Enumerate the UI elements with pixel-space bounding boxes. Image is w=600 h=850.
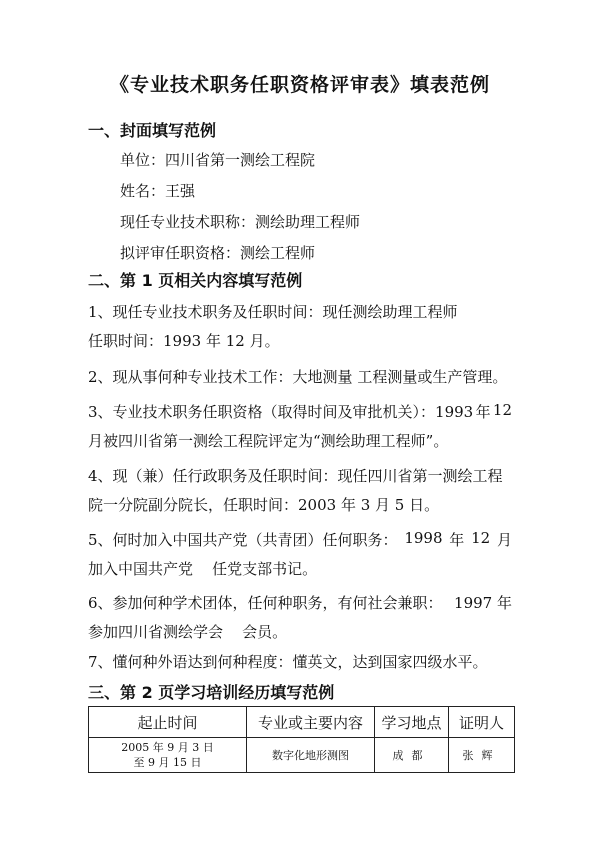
table-header-row	[89, 707, 515, 738]
item7: 7、懂何种外语达到何种程度：懂英文，达到国家四级水平。	[88, 653, 488, 671]
header-witness: 证明人	[449, 707, 515, 738]
cell-witness: 张辉	[449, 738, 515, 773]
cover-name: 姓名：王强	[120, 182, 196, 200]
item3-month-value: 12	[492, 401, 512, 419]
cover-target-title: 拟评审任职资格：测绘工程师	[120, 244, 316, 262]
section3-heading: 三、第 2 页学习培训经历填写范例	[88, 683, 335, 702]
item3-line1	[88, 401, 512, 422]
table-row	[89, 738, 515, 773]
period-end: 至 9 月 15 日	[133, 756, 202, 769]
header-content: 专业或主要内容	[247, 707, 375, 738]
item1-line1: 1、现任专业技术职务及任职时间：现任测绘助理工程师	[88, 303, 458, 321]
item5-month: 12	[471, 529, 491, 547]
cell-content: 数字化地形测图	[247, 738, 375, 773]
header-period: 起止时间	[89, 707, 247, 738]
item3-line2: 月被四川省第一测绘工程院评定为“测绘助理工程师”。	[88, 432, 449, 450]
header-place: 学习地点	[375, 707, 449, 738]
item5-text: 5、何时加入中国共产党（共青团）任何职务：	[88, 531, 398, 549]
training-table	[88, 706, 515, 773]
item3-text: 3、专业技术职务任职资格（取得时间及审批机关）：1993	[88, 403, 474, 421]
item5-line2: 加入中国共产党 任党支部书记。	[88, 560, 318, 578]
item6-line1	[88, 592, 512, 613]
item6-year: 1997 年	[454, 594, 512, 612]
item6-line2: 参加四川省测绘学会 会员。	[88, 623, 288, 641]
document-title: 《专业技术职务任职资格评审表》填表范例	[109, 74, 490, 96]
item2: 2、现从事何种专业技术工作：大地测量 工程测量或生产管理。	[88, 368, 508, 386]
cover-current-title: 现任专业技术职称：测绘助理工程师	[120, 213, 361, 231]
section1-heading: 一、封面填写范例	[88, 121, 217, 140]
item5-month-label: 月	[496, 531, 512, 549]
period-start: 2005 年 9 月 3 日	[121, 741, 214, 754]
item3-year-label: 年	[475, 403, 491, 421]
item6-text: 6、参加何种学术团体，任何种职务，有何社会兼职：	[88, 594, 443, 612]
cell-place: 成都	[375, 738, 449, 773]
item4-line2: 院一分院副分院长，任职时间：2003 年 3 月 5 日。	[88, 496, 440, 514]
cell-period	[89, 738, 247, 773]
item5-line1	[88, 529, 512, 550]
item5-year-label: 年	[449, 531, 465, 549]
item5-year: 1998	[404, 529, 443, 547]
cover-unit: 单位：四川省第一测绘工程院	[120, 151, 316, 169]
item1-line2: 任职时间：1993 年 12 月。	[88, 332, 280, 350]
section2-heading: 二、第 1 页相关内容填写范例	[88, 271, 303, 290]
item4-line1: 4、现（兼）任行政职务及任职时间：现任四川省第一测绘工程	[88, 467, 503, 485]
